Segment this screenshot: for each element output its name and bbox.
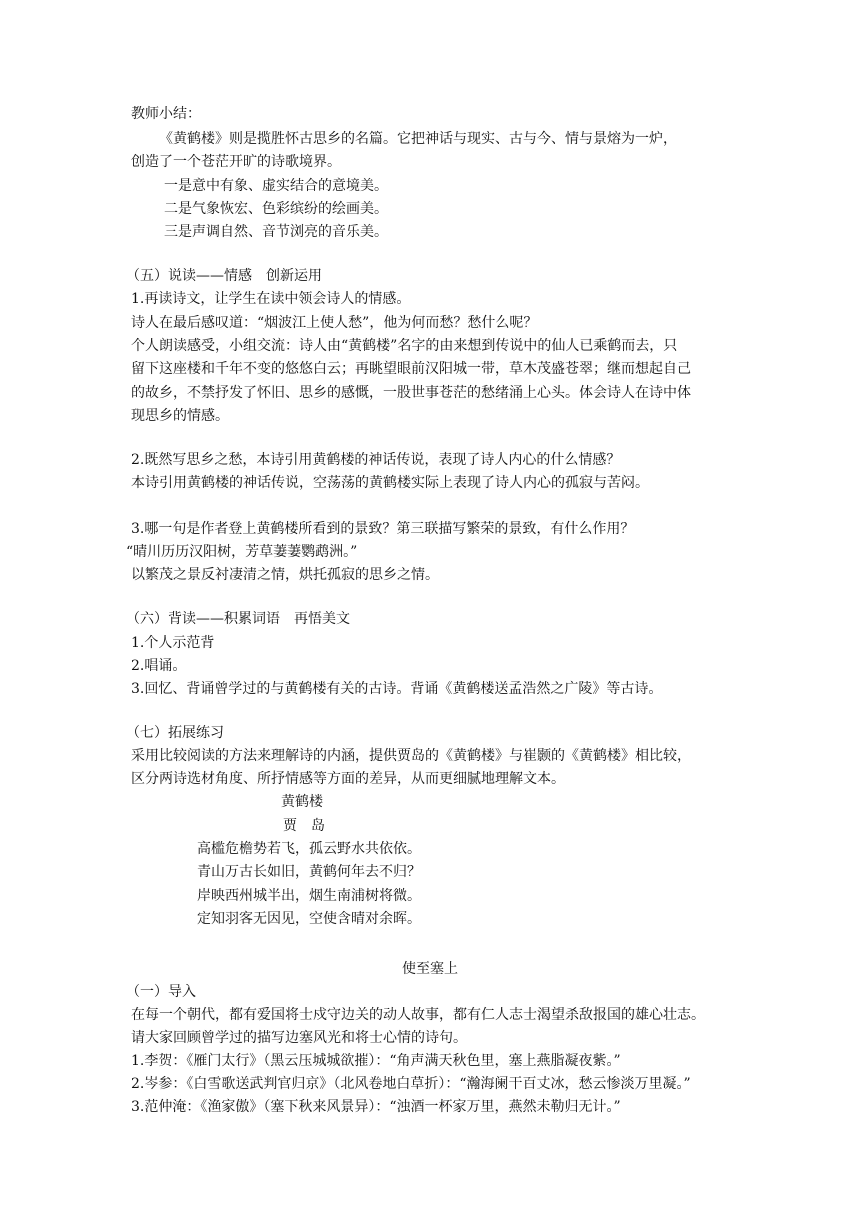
summary-point: 三是声调自然、音节浏亮的音乐美。 [164,224,388,240]
list-item: 1.个人示范背 [131,635,215,651]
answer-2: 本诗引用黄鹤楼的神话传说，空荡荡的黄鹤楼实际上表现了诗人内心的孤寂与苦闷。 [131,475,649,491]
summary-paragraph-line: 创造了一个苍茫开旷的诗歌境界。 [131,154,341,170]
list-item: 2.唱诵。 [131,658,187,674]
list-item: 3.范仲淹：《渔家傲》（塞下秋来风景异）：“浊酒一杯家万里，燕然未勒归无计。” [131,1099,621,1115]
text-line: 个人朗读感受，小组交流：诗人由“黄鹤楼”名字的由来想到传说中的仙人已乘鹤而去，只 [131,338,678,354]
section-title: 使至塞上 [402,961,458,977]
poem-author: 贾 岛 [283,818,325,834]
list-item: 3.回忆、背诵曾学过的与黄鹤楼有关的古诗。背诵《黄鹤楼送孟浩然之广陵》等古诗。 [131,681,663,697]
quote-line: “晴川历历汉阳树，芳草萋萋鹦鹉洲。” [126,544,358,560]
poem-line: 高槛危檐势若飞，孤云野水共依依。 [197,841,421,857]
question-2: 2.既然写思乡之愁，本诗引用黄鹤楼的神话传说，表现了诗人内心的什么情感？ [131,452,621,468]
list-item: 1.李贺：《雁门太行》（黑云压城城欲摧）：“角声满天秋色里，塞上燕脂凝夜紫。” [131,1053,621,1069]
section-heading-7: （七）拓展练习 [126,725,224,741]
poem-title: 黄鹤楼 [281,794,323,810]
summary-point: 二是气象恢宏、色彩缤纷的绘画美。 [164,201,388,217]
teacher-summary-heading: 教师小结： [131,106,201,122]
text-line: 在每一个朝代，都有爱国将士戍守边关的动人故事，都有仁人志士渴望杀敌报国的雄心壮志。 [131,1007,705,1023]
list-item: 2.岑参：《白雪歌送武判官归京》（北风卷地白草折）：“瀚海阑干百丈冰，愁云惨淡万里凝。” [131,1076,691,1092]
text-line: 现思乡的情感。 [131,408,229,424]
text-line: 区分两诗选材角度、所抒情感等方面的差异，从而更细腻地理解文本。 [131,771,565,787]
text-line: 采用比较阅读的方法来理解诗的内涵，提供贾岛的《黄鹤楼》与崔颢的《黄鹤楼》相比较， [131,748,691,764]
summary-paragraph-line: 《黄鹤楼》则是揽胜怀古思乡的名篇。它把神话与现实、古与今、情与景熔为一炉， [159,131,677,147]
text-line: 的故乡，不禁抒发了怀旧、思乡的感慨，一股世事苍茫的愁绪涌上心头。体会诗人在诗中体 [131,385,691,401]
answer-3: 以繁茂之景反衬凄清之情，烘托孤寂的思乡之情。 [131,567,439,583]
text-line: 诗人在最后感叹道：“烟波江上使人愁”，他为何而愁？愁什么呢？ [131,315,538,331]
poem-line: 定知羽客无因见，空使含晴对余晖。 [197,911,421,927]
text-line: 留下这座楼和千年不变的悠悠白云；再眺望眼前汉阳城一带，草木茂盛苍翠；继而想起自己 [131,361,691,377]
summary-point: 一是意中有象、虚实结合的意境美。 [164,178,388,194]
section-heading-5: （五）说读——情感 创新运用 [126,268,322,284]
text-line: 1.再读诗文，让学生在读中领会诗人的情感。 [131,291,411,307]
question-3: 3.哪一句是作者登上黄鹤楼所看到的景致？第三联描写繁荣的景致，有什么作用？ [131,521,635,537]
section-heading-6: （六）背读——积累词语 再悟美文 [126,611,350,627]
text-line: 请大家回顾曾学过的描写边塞风光和将士心情的诗句。 [131,1030,467,1046]
poem-line: 青山万古长如旧，黄鹤何年去不归？ [197,864,421,880]
poem-line: 岸映西州城半出，烟生南浦树将微。 [197,888,421,904]
section-heading-1: （一）导入 [126,984,196,1000]
